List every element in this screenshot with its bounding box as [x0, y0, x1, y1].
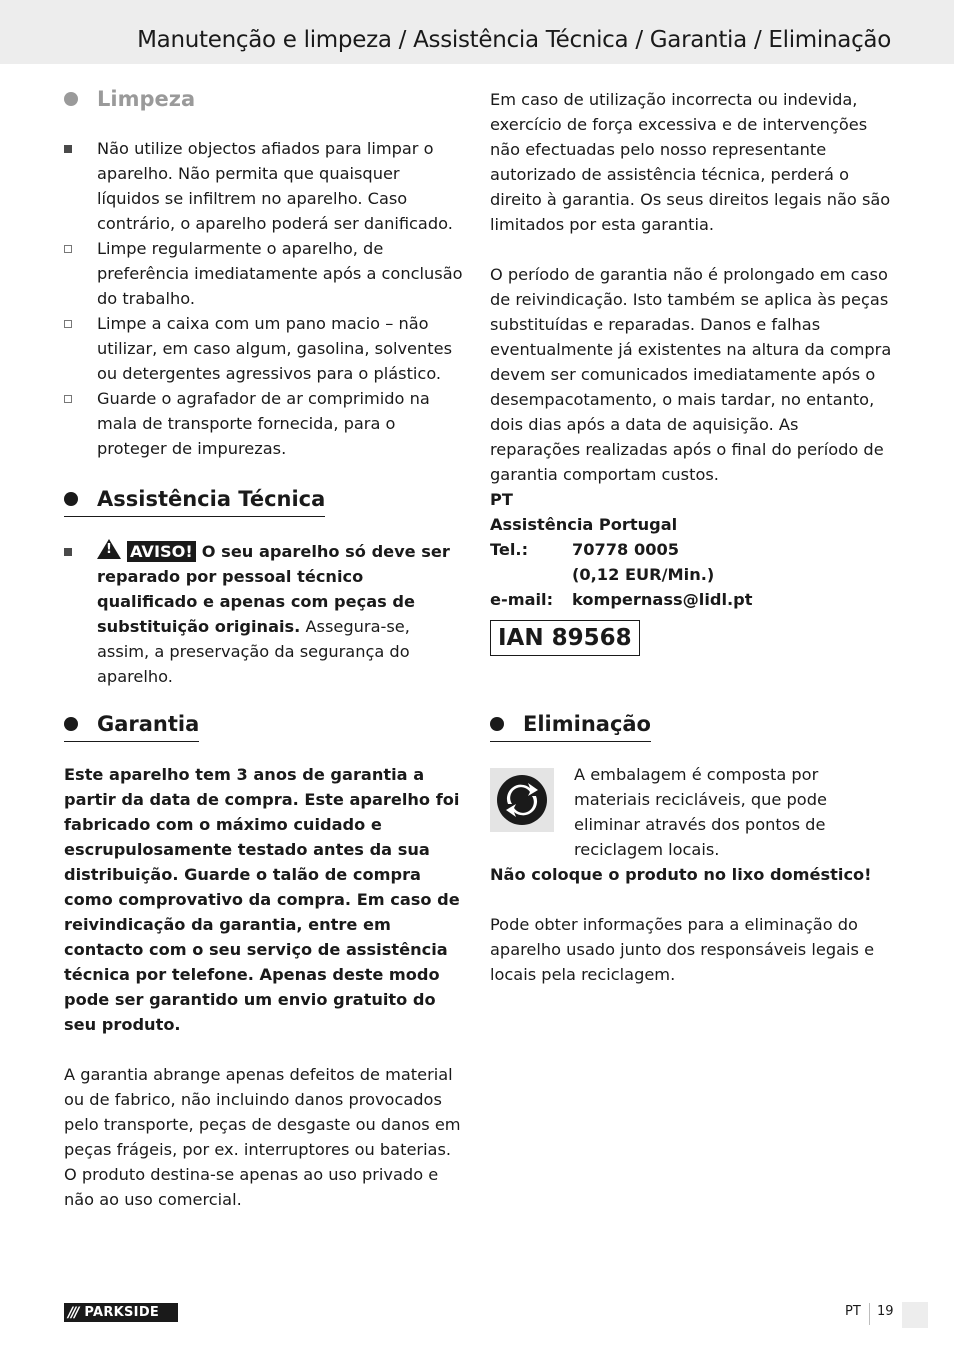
- parkside-logo: /// PARKSIDE: [64, 1303, 178, 1322]
- warning-text: O seu aparelho só deve ser reparado por pessoal técnico qualificado e apenas com peças de substituição originais.: [97, 542, 450, 636]
- limpeza-list: [64, 136, 464, 461]
- section-garantia: [64, 709, 464, 1212]
- bullet-dot-icon: [64, 717, 78, 731]
- contact-email-value: kompernass@lidl.pt: [572, 590, 753, 609]
- contact-country: PT: [490, 490, 513, 509]
- warning-note: Assegura-se, assim, a preservação da segurança do aparelho.: [97, 617, 410, 686]
- footer-divider: [869, 1303, 870, 1325]
- list-item: [64, 539, 464, 689]
- hollow-square-bullet-icon: [64, 245, 72, 253]
- eliminacao-notice: Não coloque o produto no lixo doméstico!: [490, 865, 872, 884]
- assistencia-list: [64, 539, 464, 689]
- green-dot-recycle-icon: [490, 768, 554, 832]
- warning-badge: AVISO!: [127, 541, 196, 562]
- footer-language: PT: [845, 1304, 861, 1319]
- list-item: Limpe a caixa com um pano macio – não utilizar, em caso algum, gasolina, solventes ou detergentes agressivos para o plástico.: [64, 311, 464, 386]
- contact-service-name: Assistência Portugal: [490, 515, 678, 534]
- list-item: Não utilize objectos afiados para limpar o aparelho. Não permita que quaisquer líquidos se infiltrem no aparelho. Caso contrário, o aparelho poderá ser danificado.: [64, 136, 464, 236]
- ian-number: IAN 89568: [490, 620, 640, 656]
- page-title: Manutenção e limpeza / Assistência Técnica / Garantia / Eliminação: [137, 27, 891, 53]
- section-garantia-continued: [490, 87, 892, 487]
- hollow-square-bullet-icon: [64, 320, 72, 328]
- eliminacao-heading: Eliminação: [490, 709, 651, 742]
- warning-triangle-icon: [97, 539, 121, 559]
- square-bullet-icon: [64, 548, 72, 556]
- section-limpeza: [64, 84, 464, 461]
- eliminacao-packaging-text: A embalagem é composta por materiais recicláveis, que pode eliminar através dos pontos de reciclagem locais.: [574, 765, 827, 859]
- square-bullet-icon: [64, 145, 72, 153]
- section-assistencia: [64, 484, 464, 689]
- contact-block: [490, 487, 892, 656]
- page-header: [0, 0, 954, 64]
- contact-tel-rate-row: [490, 562, 892, 587]
- bullet-dot-icon: [64, 92, 78, 106]
- page-number: 19: [877, 1304, 894, 1319]
- garantia-paragraph: O período de garantia não é prolongado em caso de reivindicação. Isto também se aplica às peças substituídas e reparadas. Danos e falhas eventualmente já existentes na altura da compra devem ser comunicados imediatamente após o desempacotamento, o mais tardar, no entanto, dois dias após a data de aquisição. As reparações realizadas após o final do período de garantia comportam custos.: [490, 265, 892, 484]
- garantia-heading: Garantia: [64, 709, 199, 742]
- section-eliminacao: [490, 709, 892, 742]
- garantia-bold-paragraph: Este aparelho tem 3 anos de garantia a partir da data de compra. Este aparelho foi fabricado com o máximo cuidado e escrupulosamente testado antes da sua distribuição. Guarde o talão de compra como comprovativo da compra. Em caso de reivindicação da garantia, entre em contacto com o seu serviço de assistência técnica por telefone. Apenas deste modo pode ser garantido um envio gratuito do seu produto.: [64, 765, 460, 1034]
- assistencia-heading: Assistência Técnica: [64, 484, 325, 517]
- bullet-dot-icon: [64, 492, 78, 506]
- hollow-square-bullet-icon: [64, 395, 72, 403]
- garantia-paragraph: Em caso de utilização incorrecta ou indevida, exercício de força excessiva e de intervenções não efectuadas pelo nosso representante autorizado de assistência técnica, perderá o direito à garantia. Os seus direitos legais não são limitados por esta garantia.: [490, 90, 891, 234]
- eliminacao-body: [490, 862, 892, 987]
- page-tab: [902, 1302, 928, 1328]
- eliminacao-paragraph: Pode obter informações para a eliminação do aparelho usado junto dos responsáveis legais e locais pela reciclagem.: [490, 915, 875, 984]
- list-item: Limpe regularmente o aparelho, de preferência imediatamente após a conclusão do trabalho.: [64, 236, 464, 311]
- contact-tel-rate: (0,12 EUR/Min.): [572, 565, 715, 584]
- contact-tel-row: Tel.: 70778 0005: [490, 537, 892, 562]
- garantia-paragraph: A garantia abrange apenas defeitos de material ou de fabrico, não incluindo danos provocados pelo transporte, peças de desgaste ou danos em peças frágeis, por ex. interruptores ou baterias. O produto destina-se apenas ao uso privado e não ao uso comercial.: [64, 1065, 461, 1209]
- contact-email-row: e-mail: kompernass@lidl.pt: [490, 587, 892, 612]
- bullet-dot-icon: [490, 717, 504, 731]
- list-item: Guarde o agrafador de ar comprimido na mala de transporte fornecida, para o proteger de impurezas.: [64, 386, 464, 461]
- limpeza-heading: Limpeza: [64, 84, 195, 114]
- contact-tel-value: 70778 0005: [572, 540, 680, 559]
